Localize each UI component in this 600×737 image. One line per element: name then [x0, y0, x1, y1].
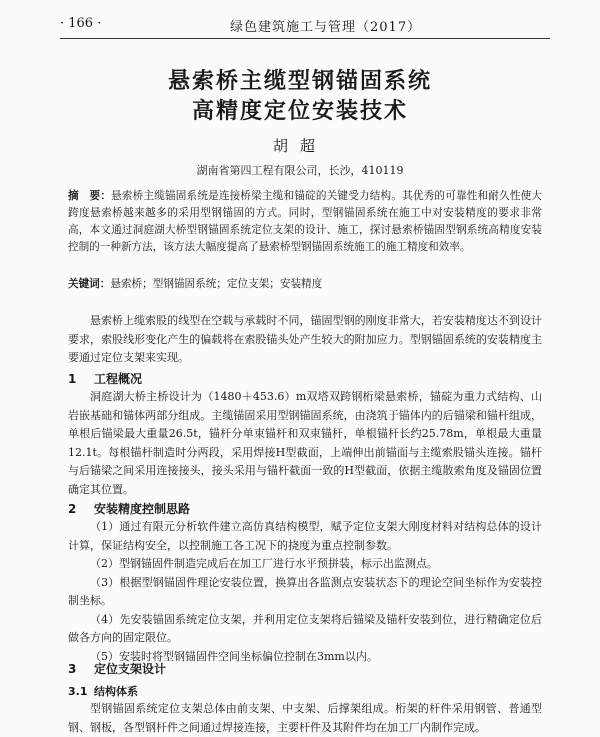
section-2-list — [68, 518, 542, 666]
list-item: （1）通过有限元分析软件建立高仿真结构模型，赋予定位支架大刚度材料对结构总体的设计计算，保证结构安全，以控制施工各工况下的挠度为重点控制参数。 — [68, 520, 542, 552]
section-3-paragraph: 型钢锚固系统定位支架总体由前支架、中支架、后撑架组成。桁架的杆件采用钢管、普通型钢、钢板，各型钢杆件之间通过焊接连接，主要杆件及其附件均在加工厂内制作完成。 — [68, 702, 542, 734]
list-item: （4）先安装锚固系统定位支架，并利用定位支架将后锚梁及锚杆安装到位，进行精确定位后做各方向的固定限位。 — [68, 612, 542, 644]
page-number: · 166 · — [60, 16, 102, 31]
keywords — [68, 276, 542, 291]
subsection-3-1-title: 结构体系 — [94, 685, 138, 698]
list-item: （3）根据型钢锚固件理论安装位置，换算出各监测点安装状态下的理论空间坐标作为安装控制坐标。 — [68, 575, 542, 607]
section-3-number: 3 — [68, 662, 77, 676]
list-item: （2）型钢锚固件制造完成后在加工厂进行水平预拼装，标示出监测点。 — [90, 557, 438, 570]
subsection-3-1-number: 3.1 — [68, 685, 88, 698]
author: 胡超 — [272, 137, 327, 155]
abstract-text: 悬索桥主缆锚固系统是连接桥梁主缆和锚碇的关键受力结构。其优秀的可靠性和耐久性使大跨度悬索桥越来越多的采用型钢锚固的方式。同时，型钢锚固系统在施工中对安装精度的要求非常高，本文通过洞庭湖大桥型钢锚固系统定位支架的设计、施工，探讨悬索桥锚固型钢系统高精度安装控制的一种新方法，该方法大幅度提高了悬索桥型钢锚固系统施工的施工精度和效率。 — [68, 190, 542, 253]
section-3-heading — [68, 660, 166, 677]
paper-title-line-1: 悬索桥主缆型钢锚固系统 — [167, 69, 432, 94]
section-1-paragraph: 洞庭湖大桥主桥设计为（1480＋453.6）m双塔双跨钢桁梁悬索桥，锚碇为重力式结构、山岩嵌基础和锚体两部分组成。主缆锚固采用型钢锚固系统，由浇筑于锚体内的后锚梁和锚杆组成，单根后锚梁最大重量26.5t，锚杆分单束锚杆和双束锚杆，单根锚杆长约25.78m，单根最大重量12.1t。每根锚杆制造时分两段，采用焊接H型截面，上端伸出前锚面与主缆索股锚头连接。锚杆与后锚梁之间采用连接接头，接头采用与锚杆截面一致的H型截面，依据主缆散索角度及锚固位置确定其位置。 — [68, 390, 542, 496]
subsection-3-1-heading — [68, 683, 138, 699]
section-1-heading — [68, 370, 142, 387]
abstract-label: 摘 要： — [68, 190, 112, 202]
section-2-number: 2 — [68, 502, 77, 516]
section-2-title: 安装精度控制思路 — [94, 502, 191, 516]
header-rule — [60, 38, 550, 39]
section-3-title: 定位支架设计 — [94, 662, 167, 676]
section-1-title: 工程概况 — [94, 372, 143, 386]
abstract — [68, 188, 542, 256]
section-1-number: 1 — [68, 372, 77, 386]
list-item: （5）安装时将型钢锚固件空间坐标偏位控制在3mm以内。 — [90, 649, 378, 663]
affiliation: 湖南省第四工程有限公司，长沙，410119 — [196, 164, 404, 177]
running-header — [60, 16, 560, 36]
paper-title-line-2: 高精度定位安装技术 — [191, 99, 408, 124]
keywords-text: 悬索桥；型钢锚固系统；定位支架；安装精度 — [110, 278, 323, 290]
intro-paragraph: 悬索桥上缆索股的线型在空载与承载时不同，锚固型钢的刚度非常大，若安装精度达不到设计要求，索股线形变化产生的偏载将在索股锚头处产生较大的附加应力。型钢锚固系统的安装精度主要通过定位支架来实现。 — [68, 314, 542, 364]
keywords-label: 关键词： — [68, 278, 111, 290]
journal-name: 绿色建筑施工与管理（2017） — [230, 20, 422, 35]
section-2-heading — [68, 500, 190, 517]
